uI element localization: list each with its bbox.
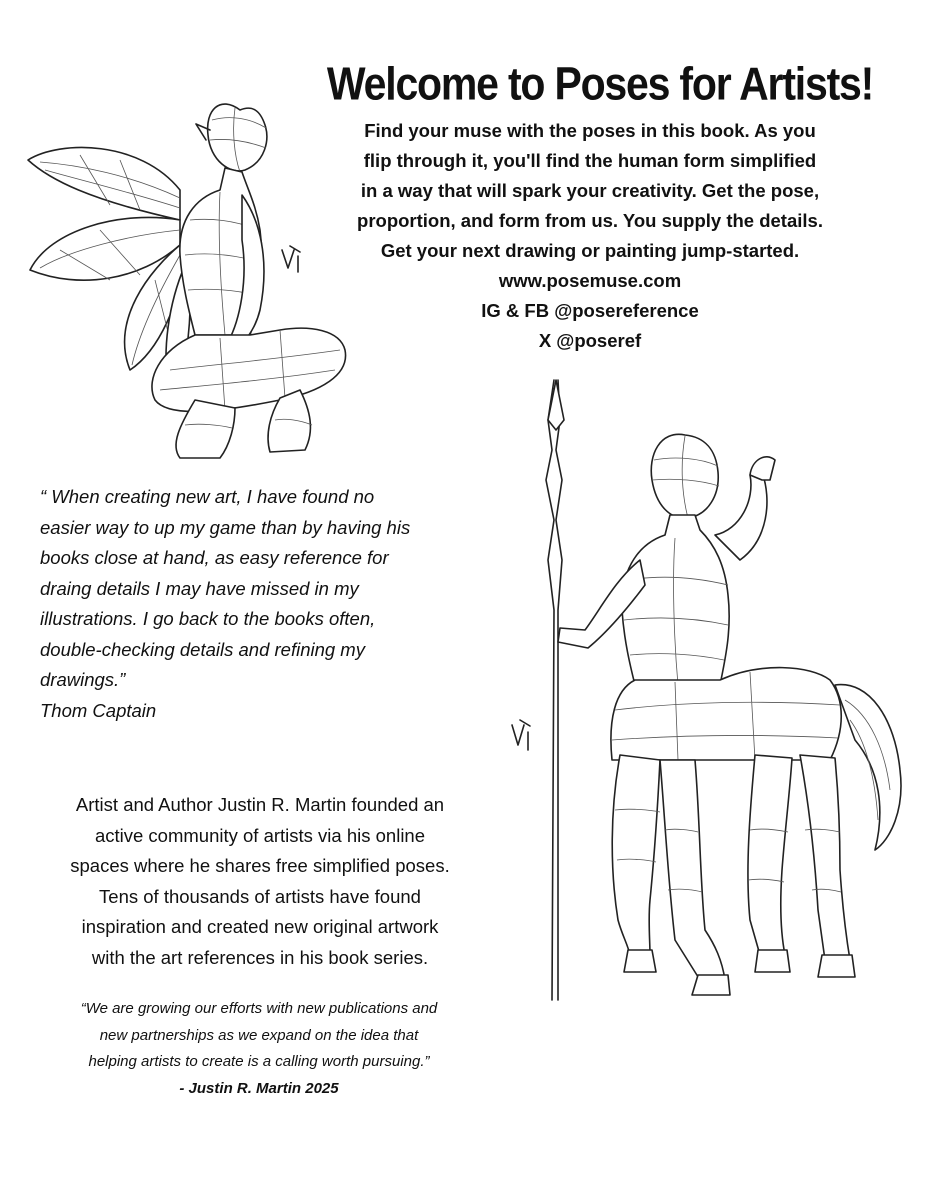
centaur-figure-illustration [500,380,920,1020]
author-bio [30,790,490,973]
testimonial-line: illustrations. I go back to the books often, [40,608,376,629]
social-ig-fb: IG & FB @posereference [481,300,699,321]
statement-line: new partnerships as we expand on the idea that [99,1026,419,1044]
testimonial-author: Thom Captain [40,699,157,721]
page-title: Welcome to Poses for Artists! [326,58,874,110]
bio-line: with the art references in his book series. [91,946,429,968]
bio-line: spaces where he shares free simplified poses. [70,855,450,876]
social-x: X @poseref [538,330,642,351]
testimonial-line: draing details I may have missed in my [40,577,359,599]
author-statement [24,996,494,1102]
testimonial-line: double-checking details and refining my [40,638,365,660]
bio-line: inspiration and created new original artwork [81,916,439,937]
intro-text [310,116,870,356]
statement-line: “We are growing our efforts with new publications and [80,1000,438,1017]
testimonial-line: drawings.” [40,669,126,690]
bio-line: active community of artists via his online [94,824,426,846]
bio-line: Artist and Author Justin R. Martin founded an [75,794,445,815]
statement-line: helping artists to create is a calling worth pursuing.” [88,1053,430,1070]
intro-line: proportion, and form from us. You supply the details. [357,210,823,231]
fairy-figure-illustration [20,80,360,470]
testimonial-line: books close at hand, as easy reference for [40,547,389,568]
statement-signature: - Justin R. Martin 2025 [179,1079,339,1097]
intro-line: Get your next drawing or painting jump-started. [380,240,800,261]
intro-line: in a way that will spark your creativity. Get the pose, [360,180,820,201]
intro-line: Find your muse with the poses in this book. As you [364,120,816,141]
intro-line: flip through it, you'll find the human form simplified [363,150,817,171]
testimonial-quote [40,482,490,726]
bio-line: Tens of thousands of artists have found [99,885,421,907]
testimonial-line: easier way to up my game than by having his [40,516,411,538]
testimonial-line: “ When creating new art, I have found no [40,486,375,507]
website-link[interactable]: www.posemuse.com [498,270,682,291]
